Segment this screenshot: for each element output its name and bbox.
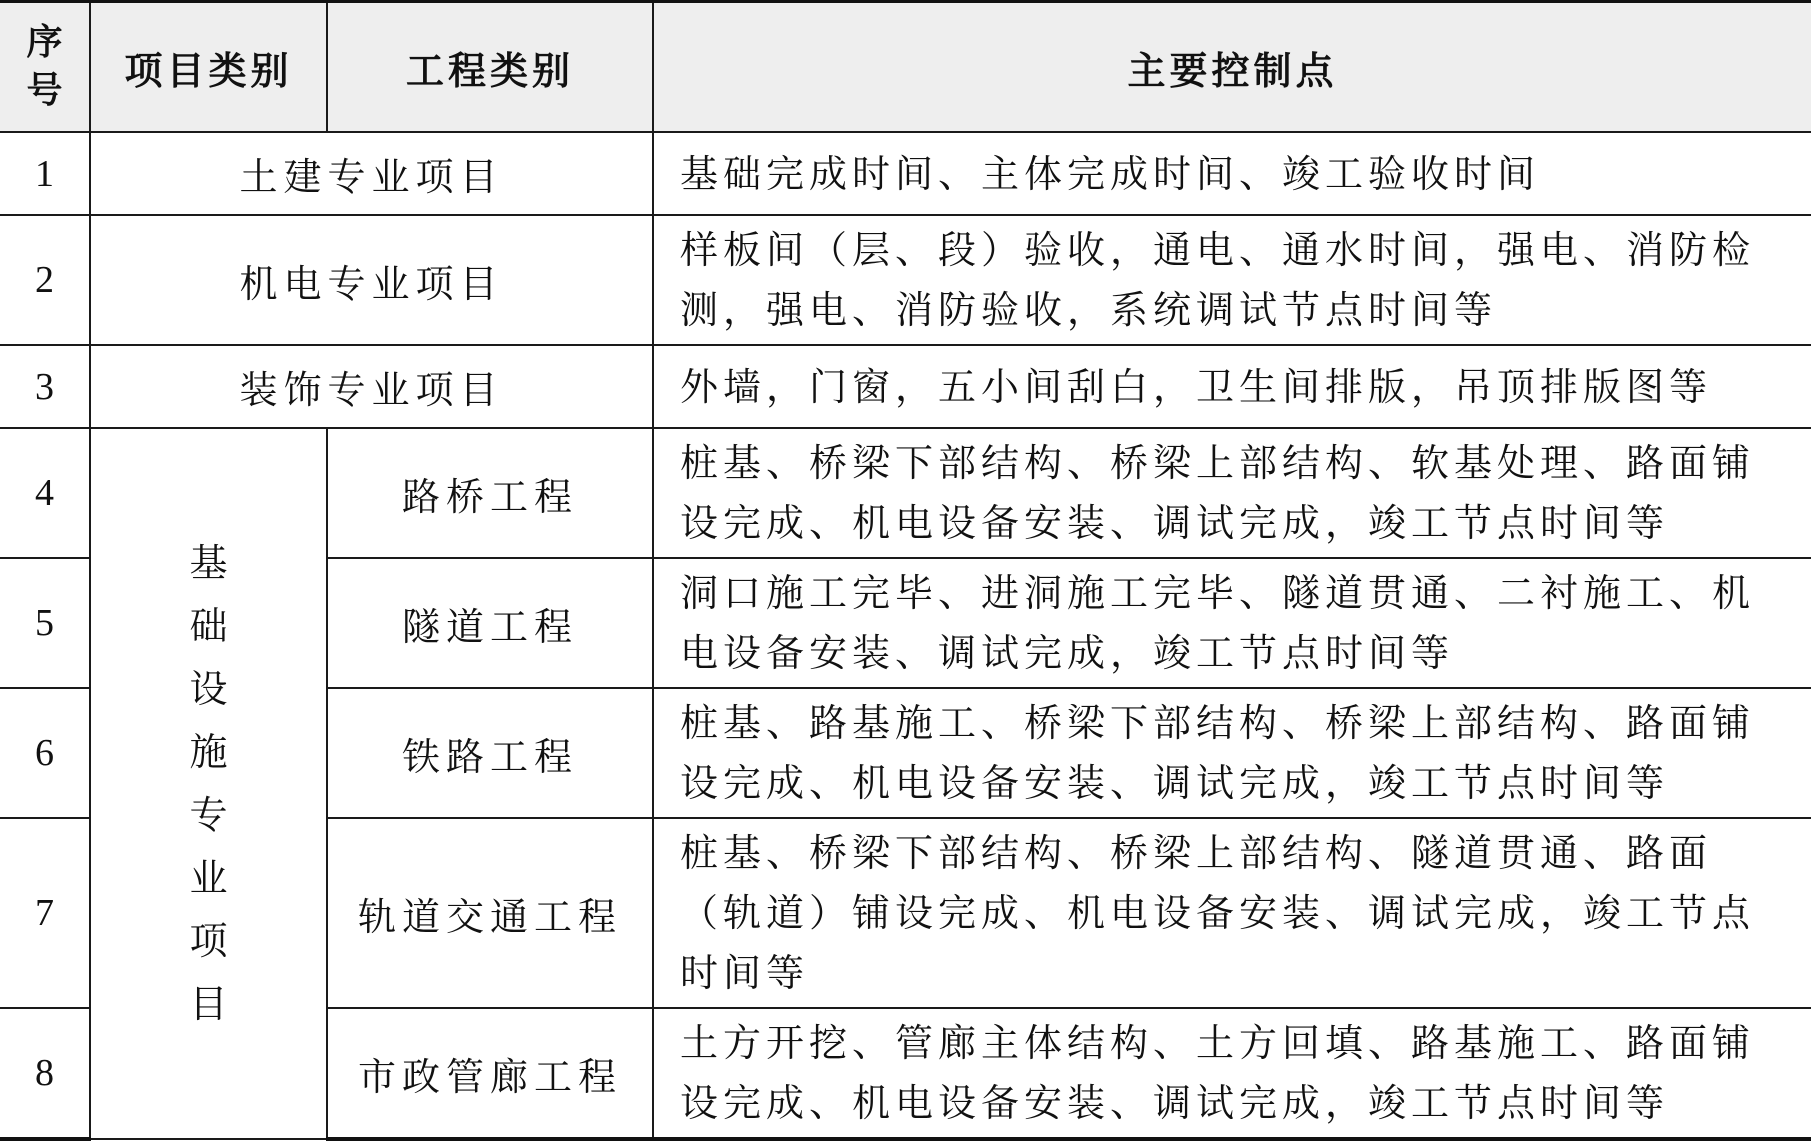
header-seq-line1: 序 xyxy=(26,22,63,63)
infra-category-char: 设 xyxy=(189,666,228,711)
table-row xyxy=(0,215,1811,345)
row-category: 机电专业项目 xyxy=(90,215,653,345)
infra-category-cell xyxy=(90,428,327,1139)
row-category: 装饰专业项目 xyxy=(90,345,653,428)
row-control-points: 样板间（层、段）验收，通电、通水时间，强电、消防检测，强电、消防验收，系统调试节点时间等 xyxy=(653,215,1811,345)
row-engineering: 隧道工程 xyxy=(327,558,653,688)
row-control-points: 桩基、路基施工、桥梁下部结构、桥梁上部结构、路面铺设完成、机电设备安装、调试完成，竣工节点时间等 xyxy=(653,688,1811,818)
row-seq: 4 xyxy=(0,428,90,558)
header-seq xyxy=(0,2,90,133)
table-row xyxy=(0,428,1811,558)
row-control-points: 土方开挖、管廊主体结构、土方回填、路基施工、路面铺设完成、机电设备安装、调试完成，竣工节点时间等 xyxy=(653,1008,1811,1139)
row-engineering: 铁路工程 xyxy=(327,688,653,818)
row-control-points: 外墙，门窗，五小间刮白，卫生间排版，吊顶排版图等 xyxy=(653,345,1811,428)
row-control-points: 桩基、桥梁下部结构、桥梁上部结构、隧道贯通、路面（轨道）铺设完成、机电设备安装、调试完成，竣工节点时间等 xyxy=(653,818,1811,1008)
infra-category-char: 专 xyxy=(189,792,228,837)
infra-category-char: 础 xyxy=(189,603,228,648)
table-row xyxy=(0,132,1811,215)
row-seq: 1 xyxy=(0,132,90,215)
header-project-category: 项目类别 xyxy=(90,2,327,133)
table-header-row xyxy=(0,2,1811,133)
header-seq-line2: 号 xyxy=(26,70,63,111)
row-seq: 2 xyxy=(0,215,90,345)
row-seq: 3 xyxy=(0,345,90,428)
infra-category-char: 施 xyxy=(189,729,228,774)
table-row xyxy=(0,345,1811,428)
row-engineering: 轨道交通工程 xyxy=(327,818,653,1008)
infra-category-char: 目 xyxy=(189,981,228,1026)
header-control-points: 主要控制点 xyxy=(653,2,1811,133)
row-category: 土建专业项目 xyxy=(90,132,653,215)
row-seq: 6 xyxy=(0,688,90,818)
infra-category-char: 基 xyxy=(189,540,228,585)
infra-category-vertical-text xyxy=(91,532,326,1036)
row-control-points: 桩基、桥梁下部结构、桥梁上部结构、软基处理、路面铺设完成、机电设备安装、调试完成，竣工节点时间等 xyxy=(653,428,1811,558)
row-seq: 8 xyxy=(0,1008,90,1139)
row-control-points: 洞口施工完毕、进洞施工完毕、隧道贯通、二衬施工、机电设备安装、调试完成，竣工节点时间等 xyxy=(653,558,1811,688)
infra-category-char: 项 xyxy=(189,918,228,963)
row-engineering: 路桥工程 xyxy=(327,428,653,558)
row-control-points: 基础完成时间、主体完成时间、竣工验收时间 xyxy=(653,132,1811,215)
row-seq: 7 xyxy=(0,818,90,1008)
header-engineering-category: 工程类别 xyxy=(327,2,653,133)
row-seq: 5 xyxy=(0,558,90,688)
row-engineering: 市政管廊工程 xyxy=(327,1008,653,1139)
infra-category-char: 业 xyxy=(189,855,228,900)
